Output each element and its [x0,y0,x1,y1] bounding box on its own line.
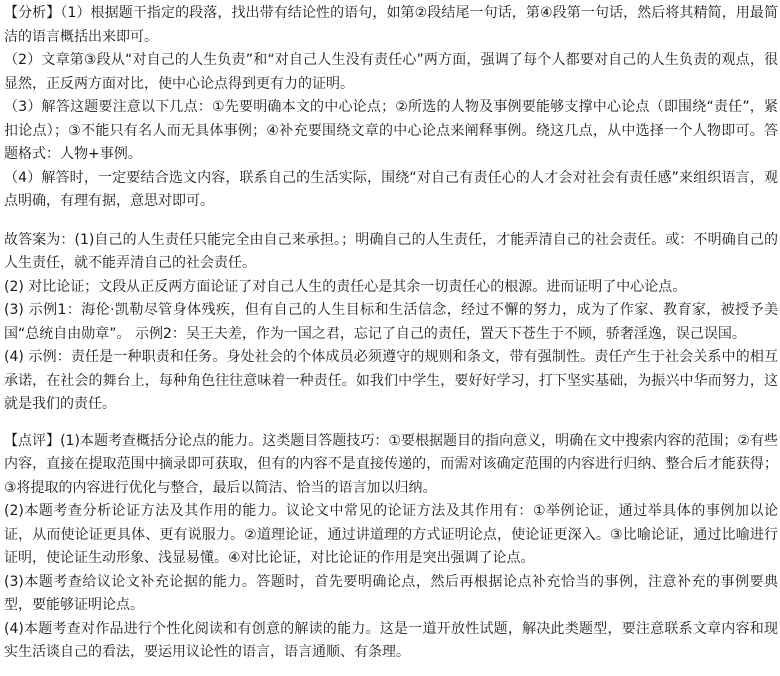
comment-paragraph-2: (2)本题考查分析论证方法及其作用的能力。议论文中常见的论证方法及其作用有：①举例论证，通过举具体的事例加以论证，从而使论证更具体、更有说服力。②道理论证，通过讲道理的方式证明论点，使论证更深入。③比喻论证，通过比喻进行证明，使论证生动形象、浅显易懂。④对比论证，对比论证的作用是突出强调了论点。 [4,503,778,566]
answer-section [4,229,778,417]
analysis-paragraph-4: （4）解答时，一定要结合选文内容，联系自己的生活实际，围绕“对自己有责任心的人才会对社会有责任感”来组织语言，观点明确，有理有据，意思对即可。 [4,169,778,209]
answer-paragraph-1: 故答案为：(1)自己的人生责任只能完全由自己来承担。；明确自己的人生责任，才能弄清自己的社会责任。或：不明确自己的人生责任，就不能弄清自己的社会责任。 [4,231,778,271]
solution-document [4,2,778,665]
answer-paragraph-4: (4) 示例：责任是一种职责和任务。身处社会的个体成员必须遵守的规则和条文，带有强制性。责任产生于社会关系中的相互承诺，在社会的舞台上，每种角色往往意味着一种责任。如我们中学生，要好好学习，打下坚实基础，为振兴中华而努力，这就是我们的责任。 [4,349,778,412]
analysis-paragraph-3: （3）解答这题要注意以下几点：①先要明确本文的中心论点；②所选的人物及事例要能够支撑中心论点（即围绕“责任”，紧扣论点）；③不能只有名人而无具体事例；④补充要围绕文章的中心论点来阐释事例。绕这几点，从中选择一个人物即可。答题格式：人物+事例。 [4,99,778,162]
comment-paragraph-4: (4)本题考查对作品进行个性化阅读和有创意的解读的能力。这是一道开放性试题，解决此类题型，要注意联系文章内容和现实生活谈自己的看法，要运用议论性的语言，语言通顺、有条理。 [4,620,778,660]
comment-section [4,430,778,665]
analysis-section [4,2,778,214]
section-spacer [4,417,778,430]
analysis-paragraph-1: 【分析】（1）根据题干指定的段落，找出带有结论性的语句，如第②段结尾一句话，第④段第一句话，然后将其精简，用最简洁的语言概括出来即可。 [4,5,778,45]
section-spacer [4,214,778,229]
comment-paragraph-1: 【点评】(1)本题考查概括分论点的能力。这类题目答题技巧：①要根据题目的指向意义，明确在文中搜索内容的范围；②有些内容，直接在提取范围中摘录即可获取，但有的内容不是直接传递的，而需对该确定范围的内容进行归纳、整合后才能获得；③将提取的内容进行优化与整合，最后以简洁、恰当的语言加以归纳。 [4,432,778,496]
analysis-paragraph-2: （2）文章第③段从“对自己的人生负责”和“对自己人生没有责任心”两方面，强调了每个人都要对自己的人生负责的观点，很显然，正反两方面对比，使中心论点得到更有力的证明。 [4,52,778,92]
answer-paragraph-2: (2) 对比论证；文段从正反两方面论证了对自己人生的责任心是其余一切责任心的根源。进而证明了中心论点。 [4,278,687,295]
comment-paragraph-3: (3)本题考查给议论文补充论据的能力。答题时，首先要明确论点，然后再根据论点补充恰当的事例，注意补充的事例要典型，要能够证明论点。 [4,573,778,613]
answer-paragraph-3: (3) 示例1：海伦·凯勒尽管身体残疾，但有自己的人生目标和生活信念，经过不懈的努力，成为了作家、教育家，被授予美国“总统自由勋章”。 示例2：吴王夫差，作为一国之君，忘记了自己的责任，置天下苍生于不顾，骄奢淫逸，误己误国。 [4,302,778,342]
